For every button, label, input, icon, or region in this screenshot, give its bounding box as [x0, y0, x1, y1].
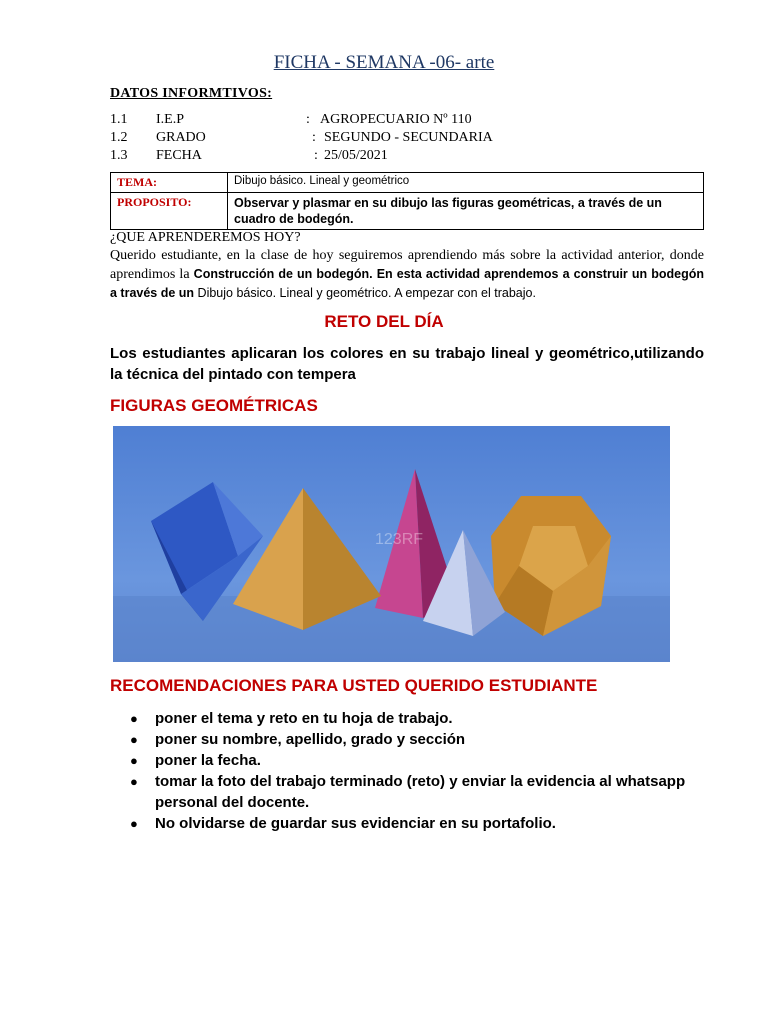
intro-text-2: . En esta actividad aprendemos a construir un bodegón a través de un: [110, 267, 705, 300]
bullet-icon: ●: [130, 711, 138, 726]
info-value: AGROPECUARIO Nº 110: [320, 112, 472, 127]
reto-title: RETO DEL DÍA: [324, 312, 444, 331]
info-num: 1.1: [110, 112, 128, 127]
watermark-text: 123RF: [375, 531, 424, 548]
recomendaciones-list: [110, 708, 704, 834]
page-title: FICHA - SEMANA -06- arte: [273, 52, 495, 73]
info-num: 1.2: [110, 130, 128, 145]
intro-text-1: Querido estudiante, en la clase de hoy seguiremos aprendiendo más sobre la actividad anterior, donde aprendimos la: [110, 248, 704, 282]
bullet-icon: ●: [130, 753, 138, 768]
info-value: SEGUNDO - SECUNDARIA: [324, 130, 493, 145]
info-num: 1.3: [110, 148, 128, 163]
info-value: 25/05/2021: [324, 148, 388, 163]
info-sep: :: [312, 130, 316, 145]
recomendaciones-title: RECOMENDACIONES PARA USTED QUERIDO ESTUDIANTE: [110, 676, 598, 695]
list-item: ● poner la fecha.: [130, 752, 261, 769]
datos-heading: DATOS INFORMTIVOS:: [110, 86, 273, 101]
intro-text-3: . A empezar con el trabajo.: [387, 286, 536, 300]
proposito-row: [111, 193, 704, 230]
geometric-figures-photo: [113, 426, 670, 662]
tema-table: [110, 172, 704, 230]
info-label: GRADO: [156, 130, 206, 145]
bullet-icon: ●: [130, 816, 138, 831]
info-sep: :: [314, 148, 318, 163]
info-sep: :: [306, 112, 310, 127]
list-item: ● poner el tema y reto en tu hoja de trabajo.: [130, 710, 453, 727]
bullet-icon: ●: [130, 774, 138, 789]
bullet-icon: ●: [130, 732, 138, 747]
proposito-value: Observar y plasmar en su dibujo las figuras geométricas, a través de un cuadro de bodegón.: [228, 193, 704, 230]
intro-bold-2: Dibujo básico. Lineal y geométrico: [197, 286, 388, 300]
info-label: FECHA: [156, 148, 202, 163]
tema-value: Dibujo básico. Lineal y geométrico: [228, 173, 704, 193]
list-item: ● No olvidarse de guardar sus evidenciar en su portafolio.: [130, 815, 556, 832]
list-item: ● poner su nombre, apellido, grado y sección: [130, 731, 466, 748]
tema-label: TEMA:: [111, 173, 228, 193]
proposito-label: PROPOSITO:: [111, 193, 228, 230]
figuras-title: FIGURAS GEOMÉTRICAS: [110, 396, 318, 415]
geometric-figures-illustration: [113, 426, 670, 662]
list-item: ● tomar la foto del trabajo terminado (reto) y enviar la evidencia al whatsapp personal del docente.: [130, 773, 686, 811]
intro-paragraph: [110, 246, 704, 303]
intro-bold-1: Construcción de un bodegón: [193, 267, 370, 281]
info-label: I.E.P: [156, 112, 184, 127]
reto-text: Los estudiantes aplicaran los colores en su trabajo lineal y geométrico,utilizando la técnica del pintado con tempera: [110, 345, 704, 383]
question-heading: ¿QUE APRENDEREMOS HOY?: [110, 230, 301, 245]
tema-row: [111, 173, 704, 193]
